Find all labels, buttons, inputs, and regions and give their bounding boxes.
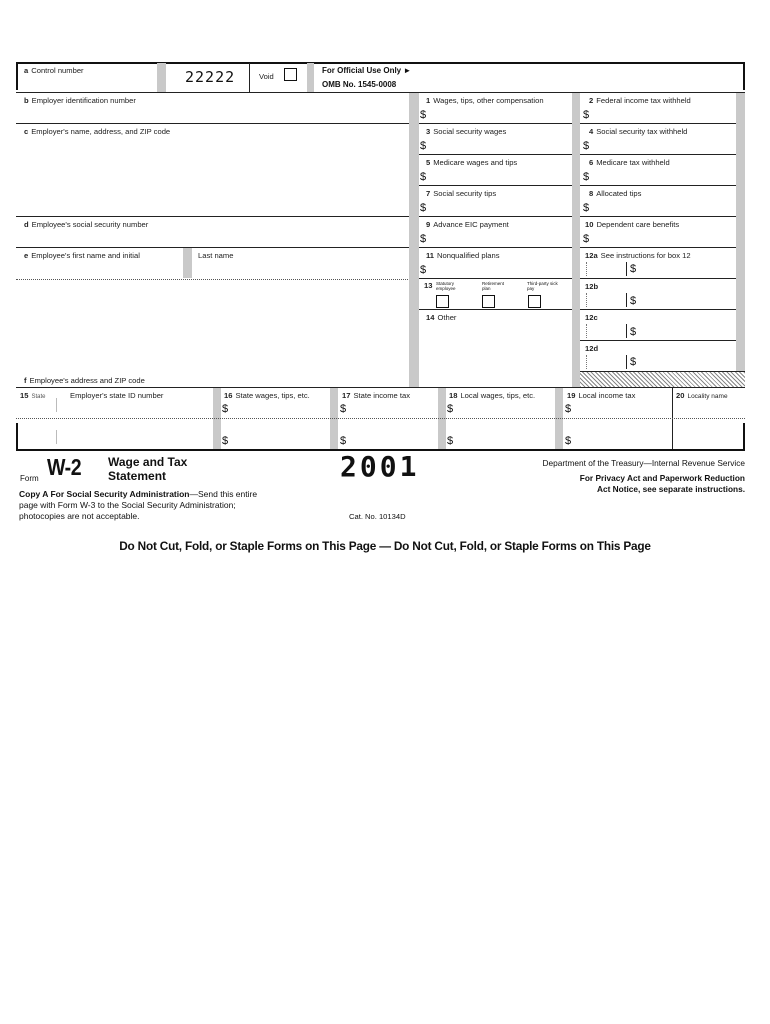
- code-divider: [626, 324, 627, 338]
- gray-strip: [157, 63, 166, 92]
- grid-line: [16, 92, 745, 93]
- grid-line: [580, 340, 745, 341]
- box-11-dollar: $: [420, 264, 427, 276]
- box-12c-dollar: $: [630, 326, 637, 338]
- copy-a-line1: Copy A For Social Security Administration—Send this entire: [19, 489, 258, 499]
- code-separator: [586, 293, 587, 307]
- grid-line: [419, 309, 579, 310]
- box-20-label: 20 Locality name: [676, 391, 728, 400]
- box-5-dollar: $: [420, 171, 427, 183]
- gray-strip: [213, 388, 221, 450]
- third-party-sick-pay-label: Third-party sick pay: [527, 281, 558, 291]
- official-use-label: For Official Use Only ►: [322, 66, 412, 75]
- box-16-dollar-1: $: [222, 403, 229, 415]
- grid-line: [16, 216, 745, 217]
- grid-line: [16, 387, 745, 388]
- box-17-dollar-2: $: [340, 435, 347, 447]
- box-5-label: 5 Medicare wages and tips: [426, 158, 518, 167]
- copy-a-line2: page with Form W-3 to the Social Security Administration;: [19, 500, 236, 510]
- top-left-tick: [16, 62, 18, 90]
- retirement-plan-label: Retirement plan: [482, 281, 505, 291]
- box-10-dollar: $: [583, 233, 590, 245]
- box-18-label: 18 Local wages, tips, etc.: [449, 391, 536, 400]
- top-border: [16, 62, 745, 64]
- gray-strip: [183, 248, 192, 278]
- box-d-label: d Employee's social security number: [24, 220, 149, 229]
- department-line: Department of the Treasury—Internal Revenue Service: [542, 458, 745, 468]
- box-6-dollar: $: [583, 171, 590, 183]
- box-12c-label: 12c: [585, 313, 598, 322]
- bottom-right-tick: [743, 423, 745, 450]
- form-title-line2: Statement: [108, 469, 167, 483]
- retirement-plan-checkbox[interactable]: [482, 295, 495, 308]
- catalog-number: Cat. No. 10134D: [349, 512, 406, 521]
- box-b-label: b Employer identification number: [24, 96, 136, 105]
- dotted-separator: [16, 418, 745, 419]
- code-divider: [626, 293, 627, 307]
- box-15-label: 15 State: [20, 391, 46, 400]
- box-12a-label: 12a See instructions for box 12: [585, 251, 691, 260]
- grid-line: [419, 185, 745, 186]
- box-12d-label: 12d: [585, 344, 599, 353]
- do-not-cut-warning: Do Not Cut, Fold, or Staple Forms on This Page — Do Not Cut, Fold, or Staple Forms on This Page: [119, 539, 651, 553]
- form-name: W-2: [47, 454, 82, 480]
- statutory-employee-checkbox[interactable]: [436, 295, 449, 308]
- box-f-label: f Employee's address and ZIP code: [24, 376, 145, 385]
- gray-strip: [438, 388, 446, 450]
- state-divider: [56, 398, 57, 412]
- gray-strip: [409, 93, 419, 387]
- box-10-label: 10 Dependent care benefits: [585, 220, 680, 229]
- grid-line: [419, 154, 745, 155]
- gray-strip: [307, 63, 314, 92]
- void-checkbox[interactable]: [284, 68, 297, 81]
- box-3-label: 3 Social security wages: [426, 127, 507, 136]
- state-divider: [56, 430, 57, 444]
- box-12d-dollar: $: [630, 356, 637, 368]
- control-number-value: 22222: [185, 68, 236, 86]
- box-e-label: e Employee's first name and initial: [24, 251, 140, 260]
- box-2-dollar: $: [583, 109, 590, 121]
- box-9-label: 9 Advance EIC payment: [426, 220, 509, 229]
- box-2-label: 2 Federal income tax withheld: [589, 96, 691, 105]
- box-18-dollar-2: $: [447, 435, 454, 447]
- third-party-sick-pay-checkbox[interactable]: [528, 295, 541, 308]
- box-12b-dollar: $: [630, 295, 637, 307]
- bottom-left-tick: [16, 423, 18, 450]
- omb-number: OMB No. 1545-0008: [322, 80, 397, 89]
- box-17-dollar-1: $: [340, 403, 347, 415]
- void-label: Void: [259, 72, 274, 81]
- form-word: Form: [20, 474, 39, 483]
- box-4-dollar: $: [583, 140, 590, 152]
- box-19-dollar-2: $: [565, 435, 572, 447]
- box-19-label: 19 Local income tax: [567, 391, 636, 400]
- copy-a-line3: photocopies are not acceptable.: [19, 511, 140, 521]
- grid-line: [16, 123, 745, 124]
- box-18-dollar-1: $: [447, 403, 454, 415]
- box-12a-dollar: $: [630, 263, 637, 275]
- tax-year: 2001: [340, 450, 420, 483]
- gray-strip: [330, 388, 338, 450]
- gray-strip: [572, 93, 580, 387]
- top-right-tick: [743, 62, 745, 90]
- box-4-label: 4 Social security tax withheld: [589, 127, 688, 136]
- grid-line: [419, 278, 745, 279]
- box-7-label: 7 Social security tips: [426, 189, 497, 198]
- grid-line: [16, 247, 745, 248]
- box-1-dollar: $: [420, 109, 427, 121]
- hatched-area: [580, 372, 745, 387]
- grid-line: [580, 309, 745, 310]
- box-16-dollar-2: $: [222, 435, 229, 447]
- code-separator: [586, 262, 587, 276]
- form-title-line1: Wage and Tax: [108, 455, 188, 469]
- box-e-last-name-label: Last name: [198, 251, 234, 260]
- privacy-line1: For Privacy Act and Paperwork Reduction: [579, 473, 745, 483]
- box-c-label: c Employer's name, address, and ZIP code: [24, 127, 171, 136]
- gray-strip: [555, 388, 563, 450]
- box-a-label: a Control number: [24, 66, 84, 75]
- box-15-id-label: Employer's state ID number: [70, 391, 164, 400]
- box-8-label: 8 Allocated tips: [589, 189, 642, 198]
- gray-strip: [736, 93, 745, 371]
- code-separator: [586, 355, 587, 369]
- code-separator: [586, 324, 587, 338]
- box-11-label: 11 Nonqualified plans: [426, 251, 500, 260]
- box-17-label: 17 State income tax: [342, 391, 411, 400]
- box-9-dollar: $: [420, 233, 427, 245]
- divider: [672, 388, 673, 450]
- box-1-label: 1 Wages, tips, other compensation: [426, 96, 544, 105]
- box-12b-label: 12b: [585, 282, 599, 291]
- box-19-dollar-1: $: [565, 403, 572, 415]
- box-13-number: 13: [424, 281, 433, 290]
- box-3-dollar: $: [420, 140, 427, 152]
- box-8-dollar: $: [583, 202, 590, 214]
- box-16-label: 16 State wages, tips, etc.: [224, 391, 310, 400]
- divider: [249, 63, 250, 92]
- code-divider: [626, 262, 627, 276]
- code-divider: [626, 355, 627, 369]
- box-7-dollar: $: [420, 202, 427, 214]
- box-14-label: 14 Other: [426, 313, 457, 322]
- privacy-line2: Act Notice, see separate instructions.: [596, 484, 745, 494]
- box-6-label: 6 Medicare tax withheld: [589, 158, 670, 167]
- dotted-separator: [16, 279, 416, 280]
- statutory-employee-label: Statutory employee: [436, 281, 456, 291]
